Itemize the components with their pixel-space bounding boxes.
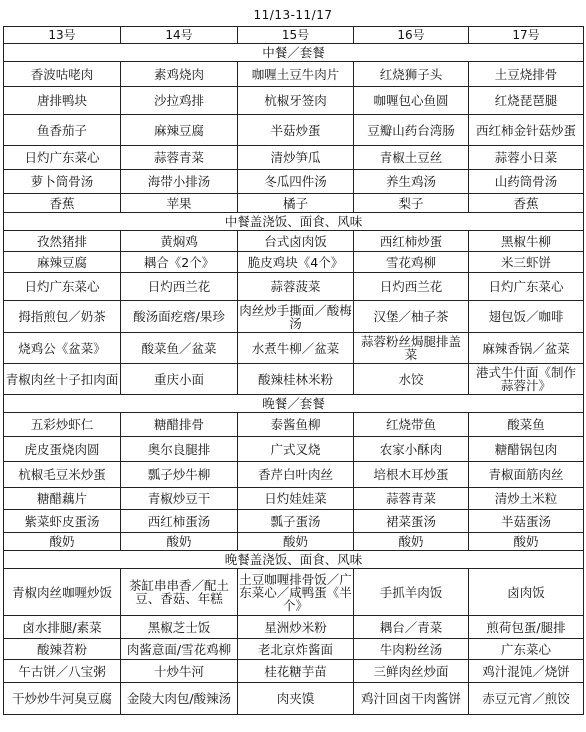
menu-cell: 三鲜肉丝炒面 [354,660,469,683]
menu-cell: 日灼娃娃菜 [238,488,354,510]
menu-cell: 奥尔良腿排 [121,437,238,462]
section-title: 晚餐盖浇饭、面食、风味 [4,551,584,569]
menu-cell: 干炒炒牛河臭豆腐 [4,683,121,715]
menu-row [4,364,584,395]
menu-cell: 清炒土米粒 [469,488,584,510]
menu-cell: 半菇炒蛋 [238,115,354,146]
menu-cell: 红烧琵琶腿 [469,87,584,115]
menu-cell: 酸奶 [354,533,469,551]
menu-cell: 酸菜鱼／盆菜 [121,333,238,364]
menu-cell: 土豆烧排骨 [469,62,584,87]
menu-cell: 海带小排汤 [121,170,238,194]
menu-cell: 裙菜蛋汤 [354,510,469,533]
menu-cell: 重庆小面 [121,364,238,395]
section-header-row [4,44,584,62]
menu-cell: 酸辣桂林米粉 [238,364,354,395]
menu-cell: 糖醋锅包肉 [469,437,584,462]
menu-cell: 咖喱包心鱼圆 [354,87,469,115]
menu-row [4,462,584,488]
menu-cell: 香蕉 [469,194,584,213]
menu-row [4,488,584,510]
section-header-row [4,213,584,231]
menu-cell: 酸奶 [238,533,354,551]
menu-row [4,301,584,333]
menu-cell: 瓢子蛋汤 [238,510,354,533]
menu-cell: 米三虾饼 [469,252,584,273]
day-header: 14号 [121,27,238,44]
menu-cell: 午古饼／八宝粥 [4,660,121,683]
menu-cell: 杭椒牙签肉 [238,87,354,115]
menu-cell: 酸奶 [4,533,121,551]
menu-cell: 橘子 [238,194,354,213]
menu-cell: 蒜蓉小日菜 [469,146,584,170]
menu-cell: 培根木耳炒蛋 [354,462,469,488]
menu-cell: 黄焖鸡 [121,231,238,252]
menu-cell: 半菇蛋汤 [469,510,584,533]
menu-cell: 鸡汁回卤干肉酱饼 [354,683,469,715]
section-header-row [4,395,584,413]
menu-cell: 汉堡／柚子茶 [354,301,469,333]
menu-cell: 青椒肉丝十子扣肉面 [4,364,121,395]
day-header: 15号 [238,27,354,44]
menu-cell: 卤肉饭 [469,569,584,616]
menu-cell: 酸辣苕粉 [4,639,121,660]
menu-cell: 鸡汁混饨／烧饼 [469,660,584,683]
menu-cell: 茶缸串串香／配土豆、香菇、年糕 [121,569,238,616]
menu-cell: 冬瓜四件汤 [238,170,354,194]
menu-cell: 蒜蓉菠菜 [238,273,354,301]
menu-cell: 脆皮鸡块《4个》 [238,252,354,273]
menu-row [4,660,584,683]
menu-cell: 广式叉烧 [238,437,354,462]
menu-cell: 沙拉鸡排 [121,87,238,115]
menu-row [4,170,584,194]
menu-cell: 蒜蓉青菜 [121,146,238,170]
menu-cell: 鱼香茄子 [4,115,121,146]
menu-cell: 红烧带鱼 [354,413,469,437]
menu-row [4,569,584,616]
menu-cell: 肉夹馍 [238,683,354,715]
menu-cell: 黑椒牛柳 [469,231,584,252]
menu-cell: 五彩炒虾仁 [4,413,121,437]
menu-cell: 土豆咖喱排骨饭／广东菜心／咸鸭蛋《半个》 [238,569,354,616]
menu-row [4,533,584,551]
menu-cell: 耦台／青菜 [354,616,469,639]
menu-cell: 红烧狮子头 [354,62,469,87]
menu-cell: 港式牛什面《制作蒜蓉汁》 [469,364,584,395]
menu-cell: 日灼广东菜心 [4,146,121,170]
menu-cell: 拇指煎包／奶茶 [4,301,121,333]
section-title: 晚餐／套餐 [4,395,584,413]
menu-cell: 泰酱鱼柳 [238,413,354,437]
menu-cell: 唐排鸭块 [4,87,121,115]
menu-row [4,510,584,533]
menu-row [4,194,584,213]
menu-cell: 麻辣香锅／盆菜 [469,333,584,364]
menu-cell: 黑椒芝士饭 [121,616,238,639]
menu-cell: 西红柿蛋汤 [121,510,238,533]
menu-cell: 烧鸡公《盆菜》 [4,333,121,364]
menu-cell: 杭椒毛豆米炒蛋 [4,462,121,488]
menu-cell: 蒜蓉粉丝焗腿排盖菜 [354,333,469,364]
menu-row [4,87,584,115]
menu-cell: 清炒笋瓜 [238,146,354,170]
menu-cell: 台式卤肉饭 [238,231,354,252]
menu-cell: 孜然猪排 [4,231,121,252]
menu-cell: 青椒面筋肉丝 [469,462,584,488]
menu-cell: 卤水排腿/素菜 [4,616,121,639]
menu-cell: 素鸡烧肉 [121,62,238,87]
menu-cell: 麻辣豆腐 [4,252,121,273]
menu-cell: 苹果 [121,194,238,213]
section-title: 中餐盖浇饭、面食、风味 [4,213,584,231]
menu-cell: 萝卜筒骨汤 [4,170,121,194]
menu-cell: 蒜蓉青菜 [354,488,469,510]
menu-cell: 香蕉 [4,194,121,213]
menu-cell: 糖醋排骨 [121,413,238,437]
menu-cell: 香芹白叶肉丝 [238,462,354,488]
menu-cell: 桂花糖芋苗 [238,660,354,683]
menu-row [4,62,584,87]
menu-row [4,437,584,462]
date-range-title: 11/13-11/17 [253,8,333,22]
menu-cell: 山药筒骨汤 [469,170,584,194]
menu-cell: 煎荷包蛋/腿排 [469,616,584,639]
menu-cell: 紫菜虾皮蛋汤 [4,510,121,533]
menu-cell: 西红柿炒蛋 [354,231,469,252]
menu-cell: 水煮牛柳／盆菜 [238,333,354,364]
menu-cell: 日灼西兰花 [354,273,469,301]
menu-cell: 老北京炸酱面 [238,639,354,660]
menu-cell: 十炒牛河 [121,660,238,683]
menu-cell: 日灼西兰花 [121,273,238,301]
menu-cell: 日灼广东菜心 [469,273,584,301]
menu-cell: 瓢子炒牛柳 [121,462,238,488]
menu-row [4,231,584,252]
day-header: 17号 [469,27,584,44]
menu-row [4,413,584,437]
menu-cell: 肉酱意面/雪花鸡柳 [121,639,238,660]
menu-row [4,146,584,170]
menu-cell: 广东菜心 [469,639,584,660]
menu-cell: 梨子 [354,194,469,213]
menu-cell: 养生鸡汤 [354,170,469,194]
menu-cell: 赤豆元宵／煎饺 [469,683,584,715]
menu-cell: 手抓羊肉饭 [354,569,469,616]
menu-cell: 金陵大肉包/酸辣汤 [121,683,238,715]
menu-cell: 麻辣豆腐 [121,115,238,146]
menu-cell: 咖喱土豆牛肉片 [238,62,354,87]
menu-cell: 青椒炒豆干 [121,488,238,510]
menu-cell: 虎皮蛋烧肉圆 [4,437,121,462]
menu-cell: 耦合《2个》 [121,252,238,273]
menu-row [4,273,584,301]
menu-cell: 酸菜鱼 [469,413,584,437]
menu-cell: 星洲炒米粉 [238,616,354,639]
menu-cell: 豆瓣山药台湾肠 [354,115,469,146]
menu-row [4,639,584,660]
menu-cell: 酸汤面疙瘩/果珍 [121,301,238,333]
menu-row [4,616,584,639]
menu-cell: 水饺 [354,364,469,395]
menu-row [4,683,584,715]
section-header-row [4,551,584,569]
menu-row [4,115,584,146]
menu-cell: 牛肉粉丝汤 [354,639,469,660]
menu-cell: 酸奶 [469,533,584,551]
menu-row [4,333,584,364]
menu-cell: 青椒肉丝咖喱炒饭 [4,569,121,616]
menu-cell: 青椒土豆丝 [354,146,469,170]
day-header: 16号 [354,27,469,44]
menu-cell: 农家小酥肉 [354,437,469,462]
menu-cell: 酸奶 [121,533,238,551]
day-header: 13号 [4,27,121,44]
menu-cell: 西红柿金针菇炒蛋 [469,115,584,146]
menu-cell: 香波咕咾肉 [4,62,121,87]
menu-cell: 翅包饭／咖啡 [469,301,584,333]
menu-table [3,26,584,715]
menu-cell: 肉丝炒手撕面／酸梅汤 [239,302,352,331]
menu-cell: 雪花鸡柳 [354,252,469,273]
day-header-row [4,27,584,44]
menu-cell: 日灼广东菜心 [4,273,121,301]
menu-row [4,252,584,273]
menu-cell: 糖醋藕片 [4,488,121,510]
section-title: 中餐／套餐 [4,44,584,62]
